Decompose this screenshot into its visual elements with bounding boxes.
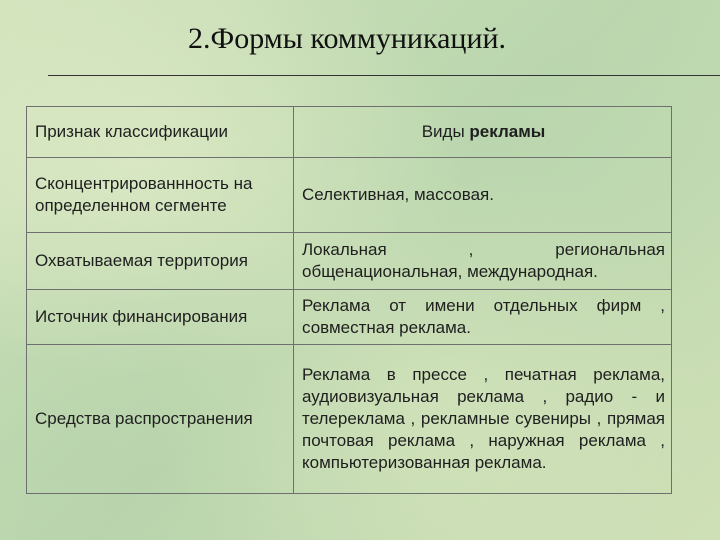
row-criterion: Источник финансирования xyxy=(27,290,294,345)
slide-title: 2.Формы коммуникаций. xyxy=(188,22,507,55)
row-criterion: Сконцентрированнность на определенном сегменте xyxy=(27,158,294,233)
table-header-row xyxy=(27,107,672,158)
classification-table xyxy=(26,106,672,494)
header-types-bold: рекламы xyxy=(469,122,546,141)
table-row xyxy=(27,158,672,233)
table-row xyxy=(27,345,672,494)
row-criterion: Средства распространения xyxy=(27,345,294,494)
row-types: Селективная, массовая. xyxy=(294,158,672,233)
table-row xyxy=(27,290,672,345)
row-criterion: Охватываемая территория xyxy=(27,233,294,290)
row-types: Реклама в прессе , печатная реклама, аудиовизуальная реклама , радио - и телереклама , рекламные сувениры , прямая почтовая реклама , наружная реклама , компьютеризованная реклама. xyxy=(294,345,672,494)
header-criterion: Признак классификации xyxy=(27,107,294,158)
header-types-prefix: Виды xyxy=(421,122,470,141)
row-types: Реклама от имени отдельных фирм , совместная реклама. xyxy=(294,290,672,345)
row-types: Локальная , региональная общенациональная, международная. xyxy=(294,233,672,290)
title-divider xyxy=(48,75,720,76)
header-types xyxy=(294,107,672,158)
table-row xyxy=(27,233,672,290)
